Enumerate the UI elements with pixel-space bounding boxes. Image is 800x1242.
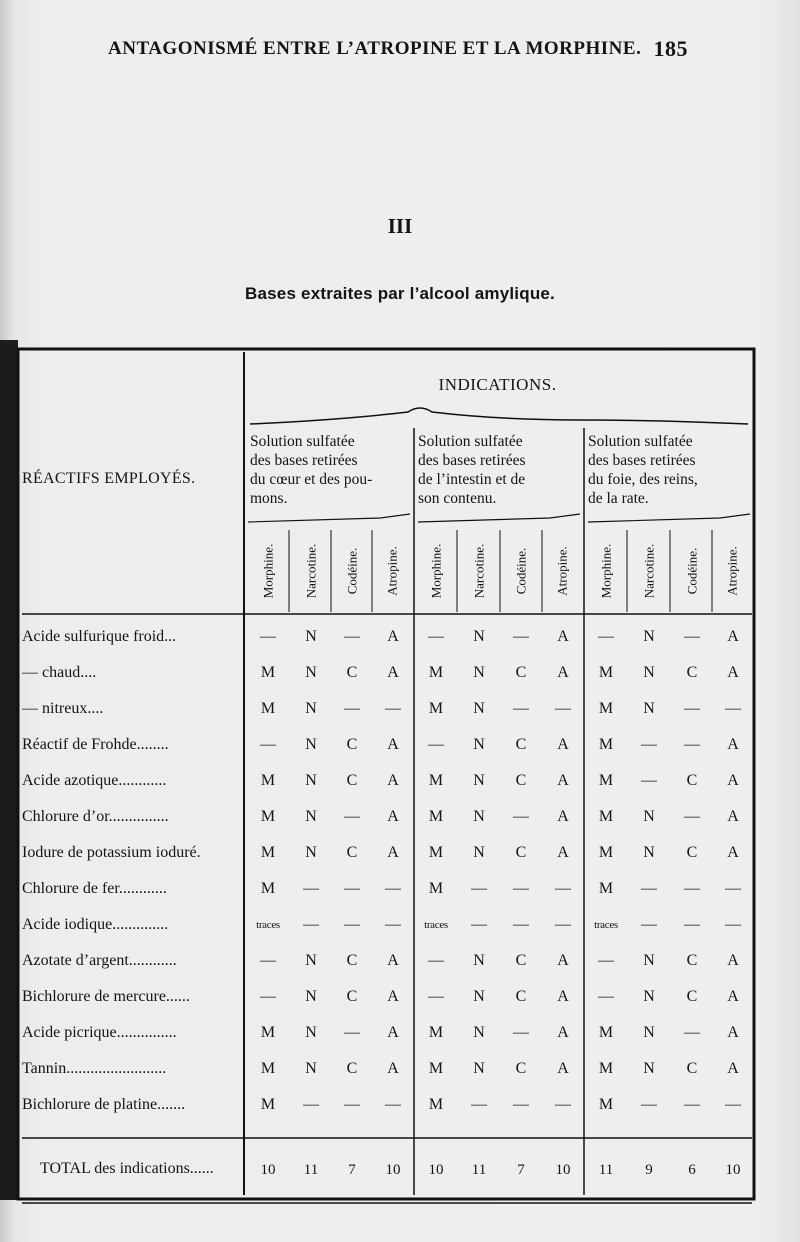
- table-cell: C: [515, 664, 527, 681]
- table-cell: —: [471, 1096, 487, 1113]
- table-cell: A: [387, 952, 399, 969]
- table-cell: —: [385, 700, 401, 717]
- group-heading-1-line-2: des bases retirées: [250, 452, 358, 469]
- table-cell: —: [598, 988, 614, 1005]
- table-cell: A: [557, 628, 569, 645]
- indications-heading: INDICATIONS.: [438, 375, 557, 394]
- table-cell: N: [473, 1024, 485, 1041]
- table-cell: C: [346, 664, 358, 681]
- table-cell: —: [344, 700, 360, 717]
- total-cell: 11: [598, 1162, 614, 1178]
- group-heading-3-line-4: de la rate.: [588, 490, 649, 507]
- group-heading-2: [418, 432, 580, 508]
- column-heading: [636, 528, 662, 613]
- running-head-title: ANTAGONISMÉ ENTRE L’ATROPINE ET LA MORPHINE.: [108, 38, 642, 59]
- table-cell: traces: [256, 919, 280, 931]
- total-cell: 9: [645, 1162, 653, 1178]
- table-cell: N: [473, 700, 485, 717]
- table-cell: C: [515, 988, 527, 1005]
- table-cell: —: [684, 916, 700, 933]
- table-cell: M: [260, 664, 276, 681]
- table-cell: —: [725, 700, 741, 717]
- table-cell: N: [473, 808, 485, 825]
- table-cell: N: [643, 1060, 655, 1077]
- table-cell: N: [473, 664, 485, 681]
- table-cell: —: [428, 736, 444, 753]
- table-cell: N: [305, 736, 317, 753]
- table-cell: —: [344, 628, 360, 645]
- table-cell: N: [305, 628, 317, 645]
- table-cell: —: [641, 916, 657, 933]
- table-cell: C: [515, 952, 527, 969]
- group-heading-3-line-1: Solution sulfatée: [588, 433, 693, 450]
- table-cell: —: [385, 1096, 401, 1113]
- total-cell: 10: [260, 1162, 276, 1178]
- table-cell: A: [557, 1060, 569, 1077]
- table-cell: M: [598, 880, 614, 897]
- table-cell: M: [428, 700, 444, 717]
- column-heading: [423, 528, 449, 613]
- table-cell: —: [555, 700, 571, 717]
- section-number: III: [387, 214, 413, 238]
- group-heading-2-line-2: des bases retirées: [418, 452, 526, 469]
- table-cell: A: [557, 736, 569, 753]
- table-cell: A: [387, 772, 399, 789]
- table-cell: —: [344, 880, 360, 897]
- table-cell: A: [387, 988, 399, 1005]
- table-cell: A: [387, 628, 399, 645]
- total-cell: 10: [428, 1162, 444, 1178]
- indications-brace: [250, 408, 748, 424]
- column-heading-label: Codéine.: [684, 547, 700, 594]
- row-label: Bichlorure de platine.......: [22, 1096, 186, 1113]
- column-heading: [679, 528, 705, 613]
- column-heading-label: Morphine.: [598, 543, 613, 598]
- column-heading-label: Morphine.: [260, 543, 275, 598]
- table-cell: —: [513, 880, 529, 897]
- table-cell: —: [684, 808, 700, 825]
- table-cell: C: [346, 1060, 358, 1077]
- table-cell: A: [557, 772, 569, 789]
- table-cell: —: [684, 736, 700, 753]
- table-cell: N: [305, 952, 317, 969]
- table-cell: —: [344, 916, 360, 933]
- column-heading-label: Codéine.: [513, 547, 529, 594]
- table-cell: —: [513, 700, 529, 717]
- column-heading: [298, 528, 324, 613]
- total-cell: 11: [303, 1162, 319, 1178]
- table-cell: A: [727, 988, 739, 1005]
- table-cell: M: [428, 664, 444, 681]
- group-heading-1-line-4: mons.: [250, 490, 288, 507]
- table-cell: —: [260, 988, 276, 1005]
- group-brace-3: [588, 514, 750, 522]
- table-cell: A: [387, 844, 399, 861]
- table-cell: M: [598, 664, 614, 681]
- table-cell: A: [387, 1060, 399, 1077]
- table-cell: A: [727, 664, 739, 681]
- table-cell: —: [725, 880, 741, 897]
- table-cell: M: [598, 772, 614, 789]
- column-heading: [550, 528, 576, 613]
- table-cell: —: [385, 916, 401, 933]
- table-cell: M: [598, 808, 614, 825]
- table-cell: N: [473, 988, 485, 1005]
- row-label: Bichlorure de mercure......: [22, 988, 190, 1005]
- table-cell: —: [344, 808, 360, 825]
- group-brace-1: [248, 514, 410, 522]
- row-label: Chlorure d’or...............: [22, 808, 169, 825]
- table-cell: C: [686, 772, 698, 789]
- table-cell: N: [643, 808, 655, 825]
- table-cell: M: [598, 1024, 614, 1041]
- table-cell: C: [515, 772, 527, 789]
- column-heading-label: Narcotine.: [303, 543, 319, 598]
- table-cell: —: [260, 628, 276, 645]
- total-cell: 6: [688, 1162, 696, 1178]
- table-cell: A: [557, 988, 569, 1005]
- group-heading-3-line-2: des bases retirées: [588, 452, 696, 469]
- table-cell: M: [428, 844, 444, 861]
- table-cell: —: [684, 880, 700, 897]
- table-cell: —: [555, 916, 571, 933]
- table-cell: M: [428, 772, 444, 789]
- table-title: Bases extraites par l’alcool amylique.: [245, 284, 555, 303]
- table-cell: C: [515, 736, 527, 753]
- table-cell: A: [727, 844, 739, 861]
- table-cell: —: [385, 880, 401, 897]
- table-cell: M: [598, 700, 614, 717]
- table-cell: —: [513, 916, 529, 933]
- total-cell: 10: [555, 1162, 571, 1178]
- table-cell: —: [303, 1096, 319, 1113]
- table-cell: N: [643, 952, 655, 969]
- table-cell: —: [428, 628, 444, 645]
- group-heading-3-line-3: du foie, des reins,: [588, 471, 698, 488]
- table-cell: M: [598, 844, 614, 861]
- table-cell: N: [643, 664, 655, 681]
- table-cell: M: [428, 1060, 444, 1077]
- table-cell: A: [727, 1024, 739, 1041]
- table-cell: A: [387, 808, 399, 825]
- table-cell: A: [557, 1024, 569, 1041]
- table-cell: C: [686, 952, 698, 969]
- table-cell: N: [473, 1060, 485, 1077]
- table-cell: C: [515, 1060, 527, 1077]
- column-heading-label: Atropine.: [725, 545, 740, 596]
- total-label: TOTAL des indications......: [40, 1160, 214, 1177]
- table-cell: N: [305, 1024, 317, 1041]
- table-cell: traces: [424, 919, 448, 931]
- row-label: Azotate d’argent............: [22, 952, 177, 969]
- table-cell: A: [557, 844, 569, 861]
- table-cell: —: [641, 880, 657, 897]
- table-cell: N: [643, 844, 655, 861]
- table-cell: C: [686, 988, 698, 1005]
- table-cell: —: [260, 952, 276, 969]
- table-cell: C: [346, 988, 358, 1005]
- table-cell: —: [684, 1096, 700, 1113]
- table-cell: N: [305, 772, 317, 789]
- table-cell: —: [303, 916, 319, 933]
- table-cell: N: [473, 736, 485, 753]
- row-label: Acide azotique............: [22, 772, 167, 789]
- table-cell: traces: [594, 919, 618, 931]
- column-heading-label: Narcotine.: [471, 543, 487, 598]
- table-cell: C: [346, 772, 358, 789]
- table-cell: M: [260, 880, 276, 897]
- table-cell: M: [598, 1096, 614, 1113]
- column-heading-label: Codéine.: [344, 547, 360, 594]
- group-heading-2-line-3: de l’intestin et de: [418, 471, 526, 488]
- table-cell: —: [725, 916, 741, 933]
- table-cell: M: [260, 808, 276, 825]
- row-label: — nitreux....: [22, 700, 104, 717]
- table-cell: A: [557, 952, 569, 969]
- table-cell: A: [557, 664, 569, 681]
- row-label: Tannin.........................: [22, 1060, 167, 1077]
- group-heading-1-line-3: du cœur et des pou-: [250, 471, 373, 488]
- table-cell: N: [643, 700, 655, 717]
- table-cell: —: [471, 916, 487, 933]
- group-heading-2-line-1: Solution sulfatée: [418, 433, 523, 450]
- group-heading-2-line-4: son contenu.: [418, 490, 497, 507]
- table-cell: —: [725, 1096, 741, 1113]
- row-label: Chlorure de fer............: [22, 880, 167, 897]
- table-cell: —: [513, 1024, 529, 1041]
- table-cell: N: [305, 700, 317, 717]
- table-cell: N: [305, 664, 317, 681]
- table-cell: —: [428, 988, 444, 1005]
- table-cell: N: [473, 952, 485, 969]
- column-heading-label: Atropine.: [385, 545, 400, 596]
- column-heading: [593, 528, 619, 613]
- table-cell: —: [641, 772, 657, 789]
- group-heading-1-line-1: Solution sulfatée: [250, 433, 355, 450]
- reactifs-heading: RÉACTIFS EMPLOYÉS.: [22, 470, 196, 487]
- total-cell: 11: [471, 1162, 487, 1178]
- column-heading: [508, 528, 534, 613]
- table-cell: A: [557, 808, 569, 825]
- column-heading-label: Atropine.: [555, 545, 570, 596]
- total-cell: 7: [517, 1162, 525, 1178]
- column-heading: [339, 528, 365, 613]
- total-cell: 10: [385, 1162, 401, 1178]
- table-cell: —: [303, 880, 319, 897]
- row-label: Iodure de potassium ioduré.: [22, 844, 201, 861]
- table-cell: A: [387, 1024, 399, 1041]
- table-cell: A: [727, 736, 739, 753]
- table-cell: C: [686, 1060, 698, 1077]
- group-heading-3: [588, 432, 750, 508]
- table-cell: M: [260, 844, 276, 861]
- table-cell: A: [727, 808, 739, 825]
- table-cell: —: [471, 880, 487, 897]
- column-heading: [466, 528, 492, 613]
- column-heading-label: Morphine.: [428, 543, 443, 598]
- table-cell: N: [473, 628, 485, 645]
- table-cell: N: [305, 988, 317, 1005]
- row-label: Acide iodique..............: [22, 916, 169, 933]
- table-cell: —: [344, 1024, 360, 1041]
- table-cell: M: [260, 1096, 276, 1113]
- table-cell: N: [305, 1060, 317, 1077]
- table-cell: M: [598, 736, 614, 753]
- table-cell: C: [346, 952, 358, 969]
- table-cell: M: [428, 1024, 444, 1041]
- table-cell: —: [260, 736, 276, 753]
- table-cell: —: [555, 880, 571, 897]
- table-cell: M: [260, 772, 276, 789]
- total-cell: 7: [348, 1162, 356, 1178]
- column-heading-label: Narcotine.: [641, 543, 657, 598]
- table-cell: N: [643, 628, 655, 645]
- row-label: Acide sulfurique froid...: [22, 628, 177, 645]
- table-cell: M: [428, 808, 444, 825]
- row-label: Acide picrique...............: [22, 1024, 177, 1041]
- table-cell: C: [346, 844, 358, 861]
- table-cell: A: [387, 664, 399, 681]
- table-cell: N: [643, 1024, 655, 1041]
- table-cell: N: [305, 844, 317, 861]
- table-cell: A: [727, 772, 739, 789]
- table-cell: —: [598, 628, 614, 645]
- table-cell: —: [513, 808, 529, 825]
- table-cell: A: [727, 628, 739, 645]
- page-number: 185: [653, 36, 688, 61]
- row-label: Réactif de Frohde........: [22, 736, 169, 753]
- group-brace-2: [418, 514, 580, 522]
- table-cell: C: [515, 844, 527, 861]
- table-cell: —: [513, 1096, 529, 1113]
- table-cell: —: [513, 628, 529, 645]
- table-cell: —: [428, 952, 444, 969]
- column-heading: [255, 528, 281, 613]
- table-cell: —: [641, 736, 657, 753]
- table-cell: —: [598, 952, 614, 969]
- table-cell: N: [473, 772, 485, 789]
- table-cell: —: [684, 1024, 700, 1041]
- table-cell: M: [428, 1096, 444, 1113]
- table-cell: M: [260, 1024, 276, 1041]
- table-cell: M: [260, 1060, 276, 1077]
- table-cell: —: [684, 628, 700, 645]
- table-cell: C: [686, 664, 698, 681]
- column-heading: [380, 528, 406, 613]
- table-cell: N: [473, 844, 485, 861]
- table-cell: A: [727, 1060, 739, 1077]
- group-heading-1: [250, 432, 410, 508]
- table-cell: A: [727, 952, 739, 969]
- table-cell: M: [260, 700, 276, 717]
- row-label: — chaud....: [22, 664, 97, 681]
- table-cell: —: [344, 1096, 360, 1113]
- total-cell: 10: [725, 1162, 741, 1178]
- table-cell: —: [555, 1096, 571, 1113]
- table-cell: A: [387, 736, 399, 753]
- table-cell: M: [598, 1060, 614, 1077]
- table-cell: C: [686, 844, 698, 861]
- column-heading: [720, 528, 746, 613]
- table-cell: —: [684, 700, 700, 717]
- table-cell: C: [346, 736, 358, 753]
- table-cell: N: [643, 988, 655, 1005]
- table-cell: N: [305, 808, 317, 825]
- table-cell: —: [641, 1096, 657, 1113]
- table-cell: M: [428, 880, 444, 897]
